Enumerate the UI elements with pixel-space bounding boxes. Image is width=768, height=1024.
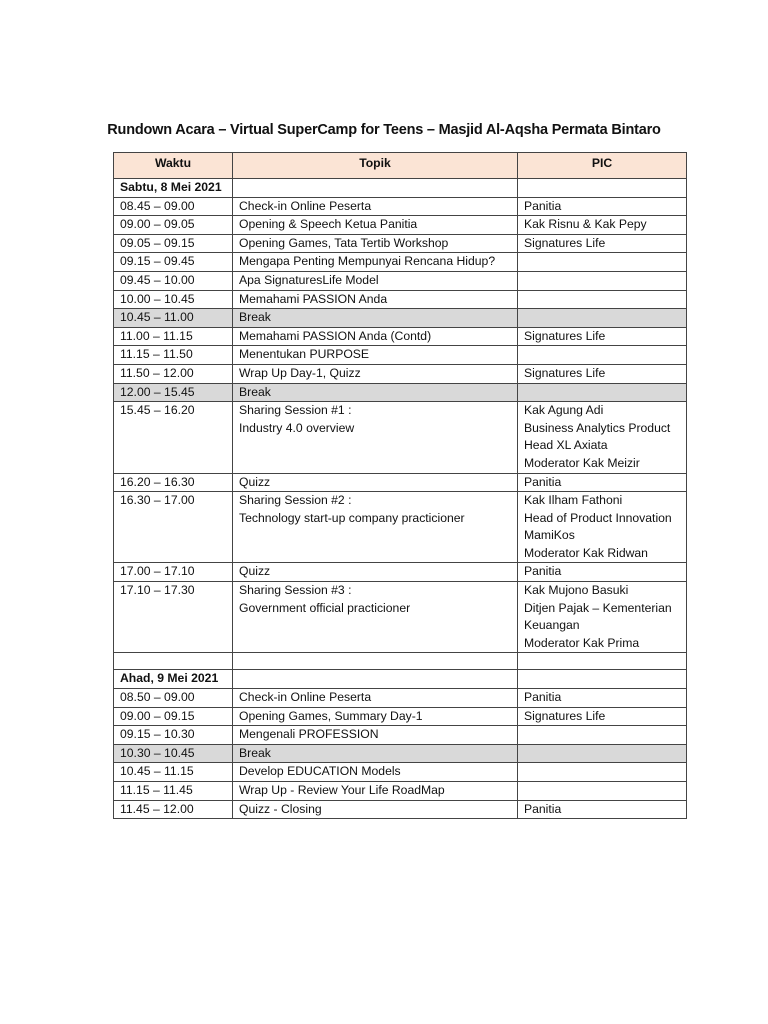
table-row — [114, 707, 687, 726]
time-cell: 11.15 – 11.50 — [114, 346, 233, 365]
pic-cell — [518, 253, 687, 272]
time-cell: 09.00 – 09.15 — [114, 707, 233, 726]
pic-line: Kak Ilham Fathoni — [524, 493, 623, 508]
pic-cell — [518, 653, 687, 670]
pic-line: Kak Mujono Basuki — [524, 583, 629, 598]
pic-cell — [518, 744, 687, 763]
pic-cell — [518, 473, 687, 492]
table-row — [114, 346, 687, 365]
time-cell: 17.10 – 17.30 — [114, 582, 233, 653]
table-row — [114, 271, 687, 290]
topic-line: Mengapa Penting Mempunyai Rencana Hidup? — [239, 254, 496, 269]
pic-line: Kak Risnu & Kak Pepy — [524, 217, 647, 232]
time-cell: 10.30 – 10.45 — [114, 744, 233, 763]
topic-line: Industry 4.0 overview — [239, 420, 355, 435]
pic-cell — [518, 563, 687, 582]
table-row — [114, 216, 687, 235]
topic-cell — [233, 670, 518, 689]
header-pic: PIC — [518, 153, 687, 179]
table-row — [114, 582, 687, 653]
spacer-row — [114, 653, 687, 670]
break-row — [114, 383, 687, 402]
pic-cell — [518, 197, 687, 216]
table-row — [114, 290, 687, 309]
document-title: Rundown Acara – Virtual SuperCamp for Teens – Masjid Al-Aqsha Permata Bintaro — [107, 122, 661, 138]
time-cell: 11.00 – 11.15 — [114, 327, 233, 346]
topic-cell — [233, 782, 518, 801]
table-row — [114, 763, 687, 782]
topic-cell — [233, 327, 518, 346]
rundown-table — [113, 152, 687, 819]
topic-cell — [233, 707, 518, 726]
day-label: Ahad, 9 Mei 2021 — [114, 670, 233, 689]
pic-cell — [518, 327, 687, 346]
pic-line: Signatures Life — [524, 365, 606, 380]
topic-line: Sharing Session #2 : — [239, 493, 352, 508]
table-row — [114, 253, 687, 272]
pic-cell — [518, 707, 687, 726]
table-row — [114, 197, 687, 216]
table-row — [114, 782, 687, 801]
time-cell: 11.50 – 12.00 — [114, 364, 233, 383]
pic-line: Moderator Kak Prima — [524, 635, 640, 650]
time-cell: 09.00 – 09.05 — [114, 216, 233, 235]
pic-line: Head XL Axiata — [524, 438, 608, 453]
pic-cell — [518, 383, 687, 402]
topic-cell — [233, 726, 518, 745]
pic-cell — [518, 271, 687, 290]
topic-cell — [233, 197, 518, 216]
table-row — [114, 689, 687, 708]
topic-line: Memahami PASSION Anda (Contd) — [239, 328, 432, 343]
pic-line: Panitia — [524, 564, 562, 579]
time-cell: 17.00 – 17.10 — [114, 563, 233, 582]
time-cell: 10.00 – 10.45 — [114, 290, 233, 309]
topic-cell — [233, 383, 518, 402]
header-waktu: Waktu — [114, 153, 233, 179]
pic-line: Keuangan — [524, 618, 580, 633]
topic-cell — [233, 179, 518, 198]
time-cell: 16.30 – 17.00 — [114, 492, 233, 563]
time-cell: 08.50 – 09.00 — [114, 689, 233, 708]
pic-line: Signatures Life — [524, 235, 606, 250]
topic-cell — [233, 234, 518, 253]
topic-line: Wrap Up - Review Your Life RoadMap — [239, 783, 445, 797]
topic-cell — [233, 582, 518, 653]
pic-cell — [518, 582, 687, 653]
pic-cell — [518, 689, 687, 708]
topic-cell — [233, 689, 518, 708]
topic-line: Break — [239, 745, 271, 760]
pic-cell — [518, 290, 687, 309]
day-label: Sabtu, 8 Mei 2021 — [114, 179, 233, 198]
time-cell: 11.15 – 11.45 — [114, 782, 233, 801]
pic-cell — [518, 309, 687, 328]
topic-line: Check-in Online Peserta — [239, 690, 372, 705]
topic-line: Break — [239, 310, 271, 325]
pic-cell — [518, 234, 687, 253]
time-cell: 09.45 – 10.00 — [114, 271, 233, 290]
pic-line: Moderator Kak Ridwan — [524, 545, 648, 560]
topic-cell — [233, 271, 518, 290]
pic-cell — [518, 492, 687, 563]
table-body — [114, 179, 687, 819]
pic-cell — [518, 216, 687, 235]
break-row — [114, 744, 687, 763]
time-cell: 12.00 – 15.45 — [114, 383, 233, 402]
time-cell: 10.45 – 11.15 — [114, 763, 233, 782]
topic-cell — [233, 309, 518, 328]
topic-line: Government official practicioner — [239, 600, 411, 615]
time-cell — [114, 653, 233, 670]
pic-line: Business Analytics Product — [524, 420, 671, 435]
table-row — [114, 234, 687, 253]
time-cell: 08.45 – 09.00 — [114, 197, 233, 216]
table-row — [114, 726, 687, 745]
table-row — [114, 364, 687, 383]
topic-cell — [233, 364, 518, 383]
time-cell: 09.15 – 09.45 — [114, 253, 233, 272]
pic-cell — [518, 782, 687, 801]
pic-cell — [518, 763, 687, 782]
topic-line: Sharing Session #3 : — [239, 583, 352, 598]
pic-cell — [518, 179, 687, 198]
topic-line: Sharing Session #1 : — [239, 403, 352, 418]
topic-line: Technology start-up company practicioner — [239, 510, 465, 525]
topic-line: Mengenali PROFESSION — [239, 727, 379, 742]
topic-cell — [233, 653, 518, 670]
topic-line: Quizz — [239, 474, 271, 489]
break-row — [114, 309, 687, 328]
pic-cell — [518, 346, 687, 365]
topic-cell — [233, 763, 518, 782]
topic-line: Opening Games, Summary Day-1 — [239, 708, 423, 723]
pic-line: Moderator Kak Meizir — [524, 455, 640, 470]
header-topik: Topik — [233, 153, 518, 179]
pic-line: Panitia — [524, 801, 562, 816]
topic-line: Break — [239, 384, 271, 399]
topic-cell — [233, 290, 518, 309]
pic-line: Kak Agung Adi — [524, 403, 604, 418]
topic-line: Develop EDUCATION Models — [239, 764, 401, 779]
pic-cell — [518, 800, 687, 819]
table-row — [114, 563, 687, 582]
time-cell: 09.15 – 10.30 — [114, 726, 233, 745]
day-header-row — [114, 670, 687, 689]
time-cell: 11.45 – 12.00 — [114, 800, 233, 819]
topic-cell — [233, 492, 518, 563]
table-row — [114, 327, 687, 346]
topic-line: Opening & Speech Ketua Panitia — [239, 217, 418, 232]
pic-cell — [518, 364, 687, 383]
topic-cell — [233, 473, 518, 492]
topic-cell — [233, 346, 518, 365]
pic-cell — [518, 726, 687, 745]
time-cell: 16.20 – 16.30 — [114, 473, 233, 492]
topic-cell — [233, 563, 518, 582]
pic-line: Panitia — [524, 474, 562, 489]
table-header-row — [114, 153, 687, 179]
pic-line: Signatures Life — [524, 708, 606, 723]
topic-line: Menentukan PURPOSE — [239, 347, 370, 362]
topic-line: Check-in Online Peserta — [239, 198, 372, 213]
pic-line: Panitia — [524, 690, 562, 705]
topic-line: Quizz - Closing — [239, 801, 322, 816]
pic-cell — [518, 670, 687, 689]
day-header-row — [114, 179, 687, 198]
topic-line: Wrap Up Day-1, Quizz — [239, 365, 361, 380]
time-cell: 15.45 – 16.20 — [114, 402, 233, 473]
pic-cell — [518, 402, 687, 473]
topic-cell — [233, 744, 518, 763]
topic-cell — [233, 253, 518, 272]
topic-line: Opening Games, Tata Tertib Workshop — [239, 235, 449, 250]
pic-line: Ditjen Pajak – Kementerian — [524, 600, 672, 615]
pic-line: MamiKos — [524, 528, 575, 543]
time-cell: 09.05 – 09.15 — [114, 234, 233, 253]
pic-line: Signatures Life — [524, 328, 606, 343]
topic-line: Apa SignaturesLife Model — [239, 272, 379, 287]
table-row — [114, 800, 687, 819]
pic-line: Head of Product Innovation — [524, 510, 672, 525]
table-row — [114, 492, 687, 563]
topic-line: Memahami PASSION Anda — [239, 291, 388, 306]
topic-line: Quizz — [239, 564, 271, 579]
table-row — [114, 473, 687, 492]
topic-cell — [233, 402, 518, 473]
topic-cell — [233, 800, 518, 819]
table-row — [114, 402, 687, 473]
pic-line: Panitia — [524, 198, 562, 213]
topic-cell — [233, 216, 518, 235]
time-cell: 10.45 – 11.00 — [114, 309, 233, 328]
